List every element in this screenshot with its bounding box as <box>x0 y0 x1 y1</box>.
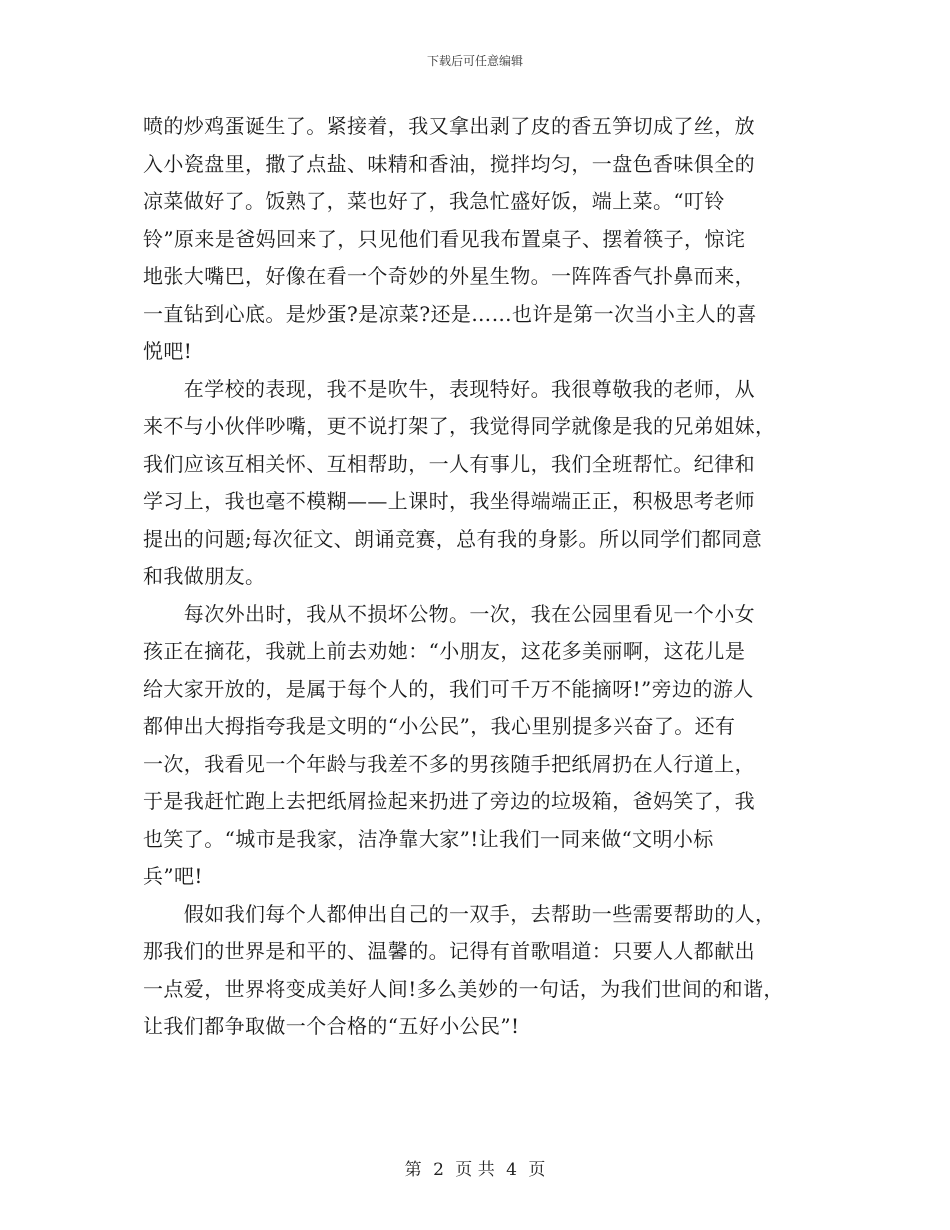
text-line: 提出的问题;每次征文、朗诵竞赛，总有我的身影。所以同学们都同意 <box>143 526 763 551</box>
text-line: 来不与小伙伴吵嘴，更不说打架了，我觉得同学就像是我的兄弟姐妹， <box>143 414 776 438</box>
text-line: 于是我赶忙跑上去把纸屑捡起来扔进了旁边的垃圾箱，爸妈笑了，我 <box>143 789 755 813</box>
text-line: 入小瓷盘里，撒了点盐、味精和香油，搅拌均匀，一盘色香味俱全的 <box>143 151 755 176</box>
text-line: 每次外出时，我从不损坏公物。一次，我在公园里看见一个小女 <box>143 601 755 626</box>
text-line: 给大家开放的，是属于每个人的，我们可千万不能摘呀!”旁边的游人 <box>143 676 754 701</box>
footer-suffix: 页 <box>528 1160 546 1180</box>
page-header: 下载后可任意编辑 <box>426 54 523 68</box>
footer-prefix: 第 <box>404 1160 422 1180</box>
current-page-number: 2 <box>433 1160 444 1180</box>
text-line: 凉菜做好了。饭熟了，菜也好了，我急忙盛好饭，端上菜。“叮铃 <box>143 189 725 213</box>
text-line: 那我们的世界是和平的、温馨的。记得有首歌唱道：只要人人都献出 <box>143 939 755 963</box>
text-line: 孩正在摘花，我就上前去劝她：“小朋友，这花多美丽啊，这花儿是 <box>143 639 746 663</box>
total-page-count: 4 <box>506 1160 517 1180</box>
page-footer <box>0 1155 950 1180</box>
text-line: 假如我们每个人都伸出自己的一双手，去帮助一些需要帮助的人， <box>143 901 776 926</box>
text-line: 在学校的表现，我不是吹牛，表现特好。我很尊敬我的老师，从 <box>143 376 755 401</box>
document-body <box>143 108 823 1046</box>
text-line: 我们应该互相关怀、互相帮助，一人有事儿，我们全班帮忙。纪律和 <box>143 451 755 476</box>
text-line: 悦吧! <box>143 339 193 363</box>
text-line: 铃”原来是爸妈回来了，只见他们看见我布置桌子、摆着筷子，惊诧 <box>143 226 746 251</box>
text-line: 一点爱，世界将变成美好人间!多么美妙的一句话，为我们世间的和谐， <box>143 976 784 1001</box>
text-line: 一次，我看见一个年龄与我差不多的男孩随手把纸屑扔在人行道上， <box>143 751 755 776</box>
text-line: 也笑了。“城市是我家，洁净靠大家”!让我们一同来做“文明小标 <box>143 826 714 851</box>
text-line: 一直钻到心底。是炒蛋?是凉菜?还是……也许是第一次当小主人的喜 <box>143 301 757 326</box>
text-line: 让我们都争取做一个合格的“五好小公民”! <box>143 1014 520 1038</box>
text-line: 都伸出大拇指夸我是文明的“小公民”，我心里别提多兴奋了。还有 <box>143 714 736 738</box>
text-line: 和我做朋友。 <box>143 564 266 588</box>
text-line: 喷的炒鸡蛋诞生了。紧接着，我又拿出剥了皮的香五笋切成了丝，放 <box>143 114 755 138</box>
footer-middle: 页 共 <box>455 1160 495 1180</box>
text-line: 兵”吧! <box>143 864 203 888</box>
text-line: 地张大嘴巴，好像在看一个奇妙的外星生物。一阵阵香气扑鼻而来， <box>143 264 755 288</box>
text-line: 学习上，我也毫不模糊——上课时，我坐得端端正正，积极思考老师 <box>143 489 755 513</box>
